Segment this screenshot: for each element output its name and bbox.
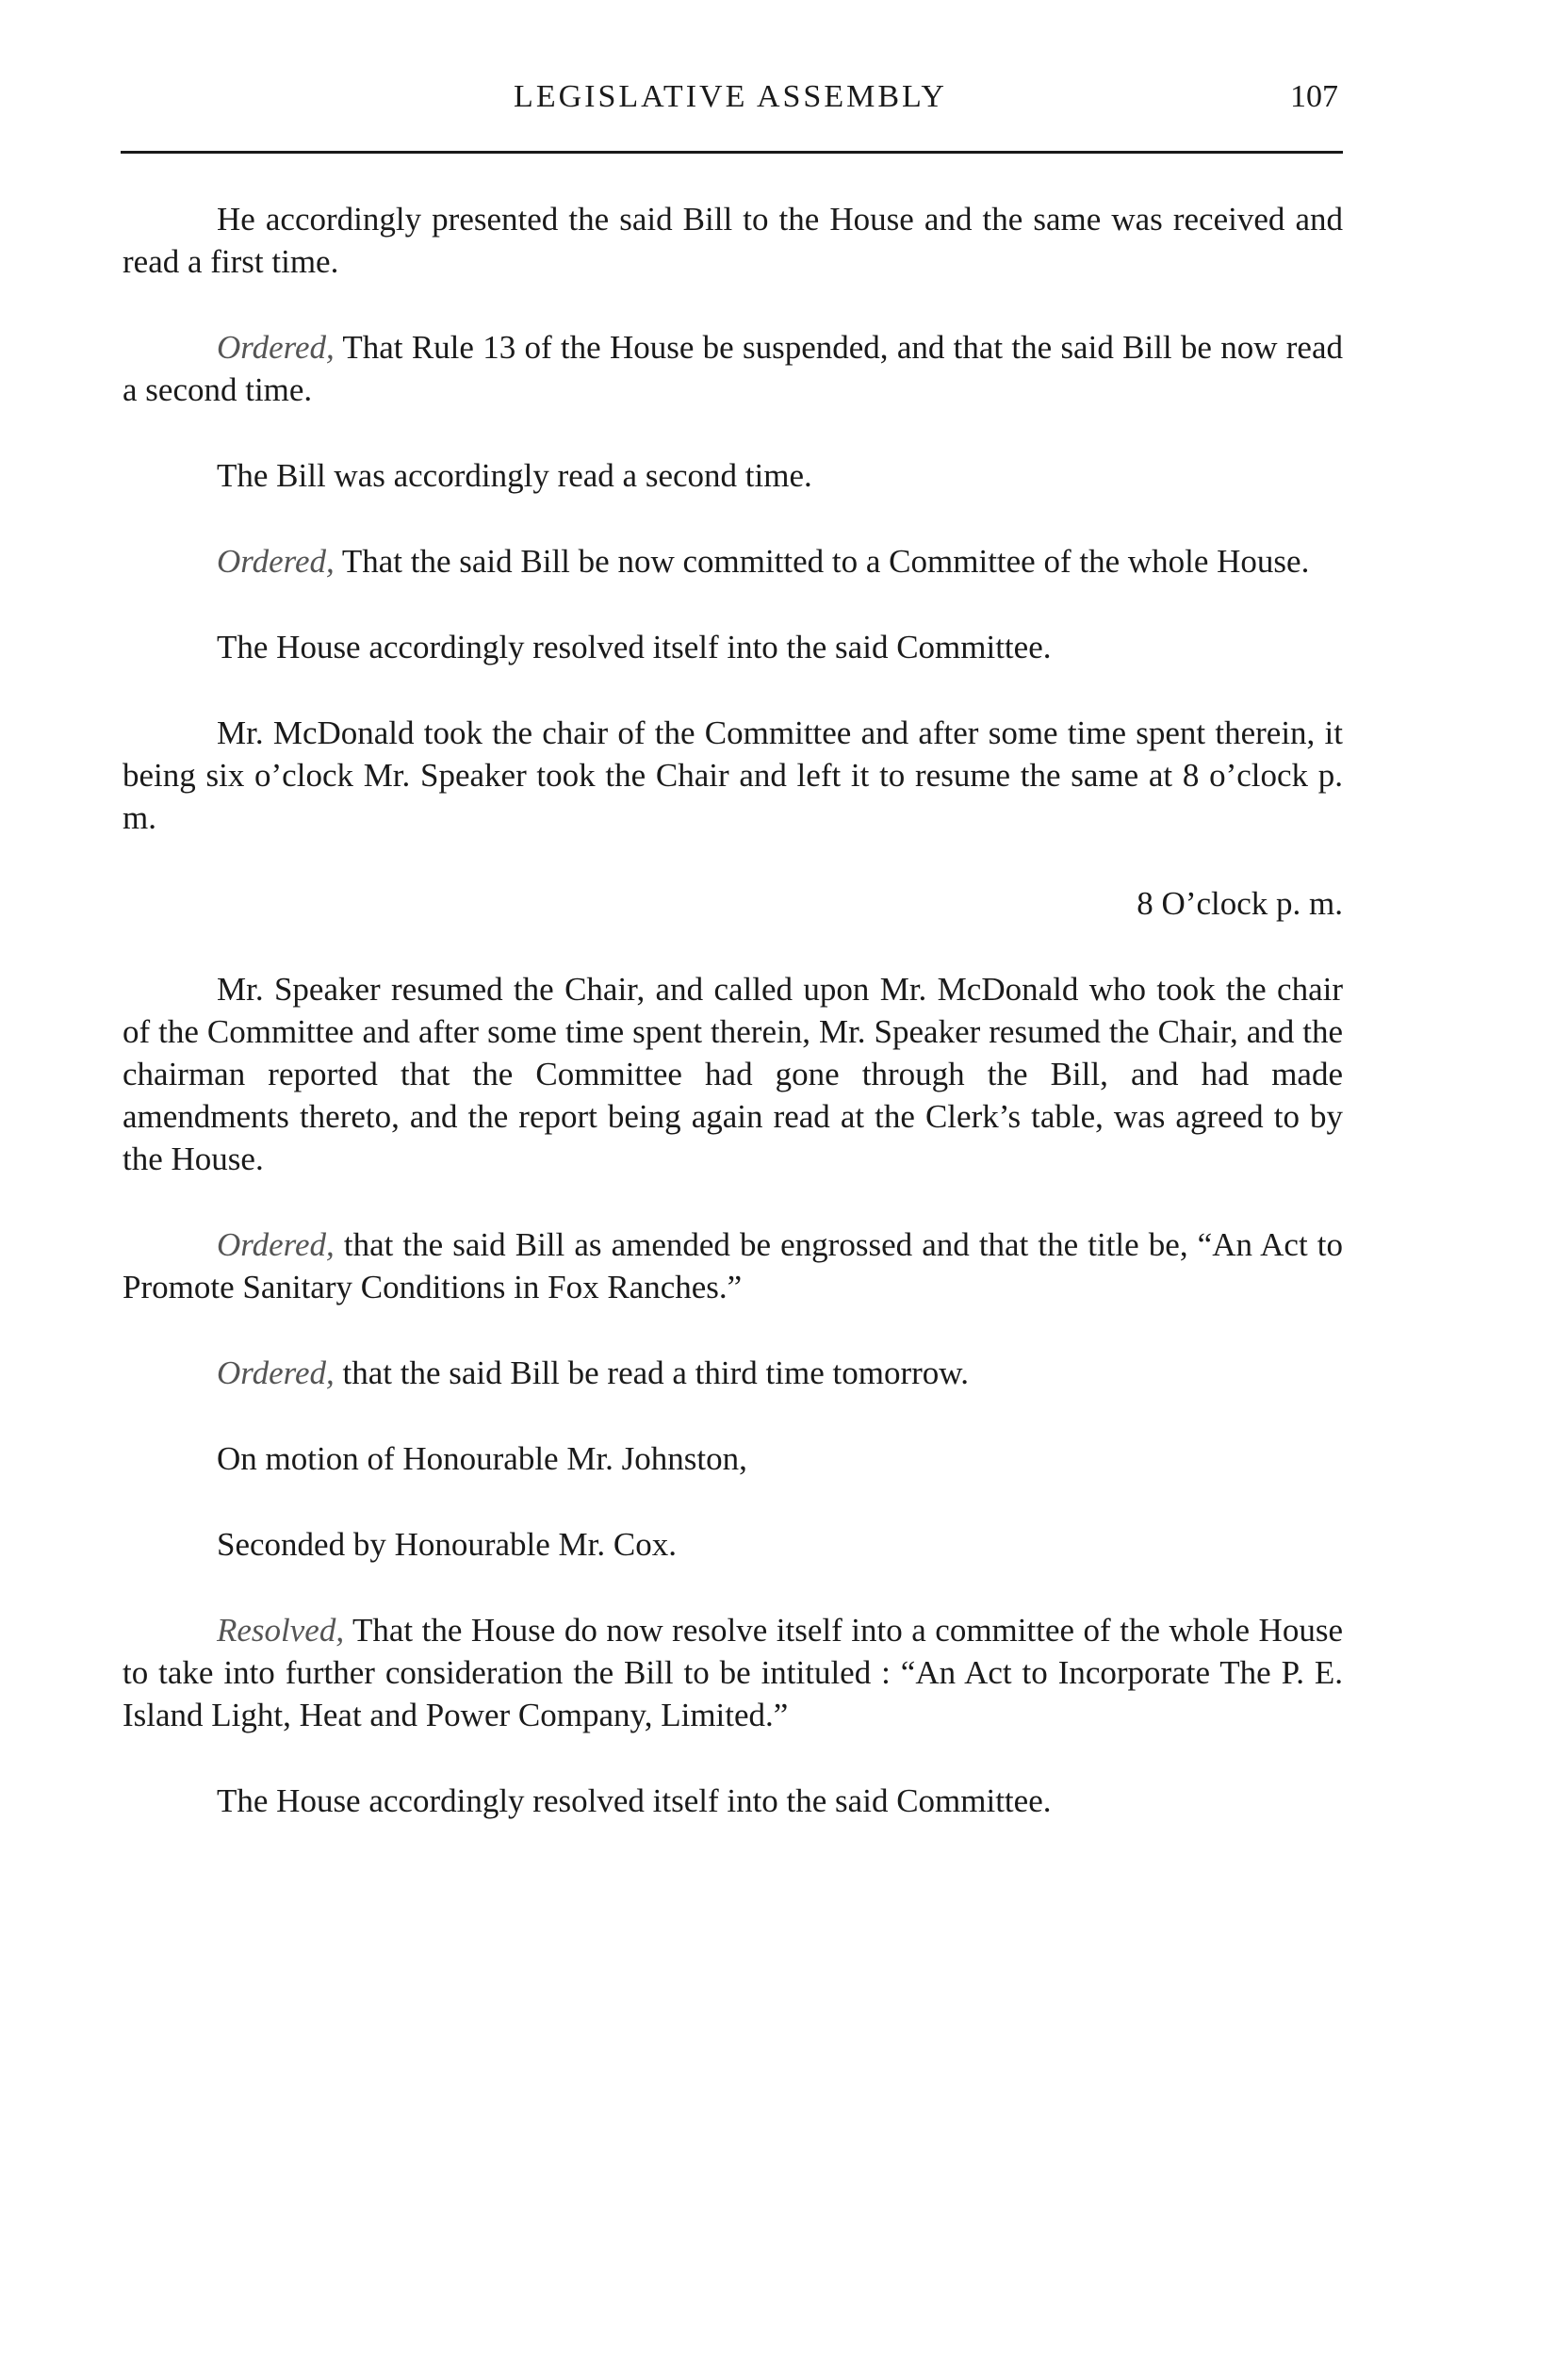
paragraph-text: That the House do now resolve itself into a committee of the whole House to take into further consideration the Bill to be intituled : “An Act to Incorporate The P. E. Island Light, Heat and Power Company, Limited.” <box>123 1612 1343 1733</box>
paragraph-text: that the said Bill as amended be engrossed and that the title be, “An Act to Promote Sanitary Conditions in Fox Ranches.” <box>123 1226 1343 1305</box>
paragraph-text: Seconded by Honourable Mr. Cox. <box>217 1526 677 1563</box>
paragraph-text: that the said Bill be read a third time tomorrow. <box>334 1354 970 1391</box>
paragraph-text: The House accordingly resolved itself into the said Committee. <box>217 629 1052 665</box>
paragraph <box>123 1609 1343 1736</box>
paragraph <box>123 626 1343 668</box>
paragraph-text: On motion of Honourable Mr. Johnston, <box>217 1440 747 1477</box>
paragraph-text: Mr. Speaker resumed the Chair, and called upon Mr. McDonald who took the chair of the Committee and after some time spent therein, Mr. Speaker resumed the Chair, and the chairman reported that the Committee had gone through the Bill, and had made amendments thereto, and the report being again read at the Clerk’s table, was agreed to by the House. <box>123 971 1343 1177</box>
time-stamp <box>123 882 1343 925</box>
paragraph <box>123 454 1343 497</box>
paragraph <box>123 968 1343 1180</box>
paragraph-text: That Rule 13 of the House be suspended, and that the said Bill be now read a second time. <box>123 329 1343 408</box>
paragraph-lead: Ordered, <box>217 1226 335 1263</box>
header-rule <box>121 151 1343 154</box>
running-head <box>123 79 1338 126</box>
paragraph <box>123 198 1343 283</box>
paragraph-lead: Ordered, <box>217 1354 335 1391</box>
paragraph-text: Mr. McDonald took the chair of the Committee and after some time spent therein, it being six o’clock Mr. Speaker took the Chair and left it to resume the same at 8 o’clock p. m. <box>123 714 1343 836</box>
paragraph-text: 8 O’clock p. m. <box>1137 885 1343 922</box>
paragraph <box>123 1780 1343 1822</box>
body-text <box>123 198 1343 1865</box>
paragraph-text: The Bill was accordingly read a second time. <box>217 457 812 494</box>
page-number: 107 <box>1290 79 1338 114</box>
paragraph <box>123 1223 1343 1308</box>
paragraph-lead: Resolved, <box>217 1612 345 1649</box>
paragraph-text: He accordingly presented the said Bill to the House and the same was received and read a first time. <box>123 201 1343 280</box>
paragraph <box>123 712 1343 839</box>
paragraph <box>123 1437 1343 1480</box>
paragraph-text: The House accordingly resolved itself into the said Committee. <box>217 1782 1052 1819</box>
running-title: LEGISLATIVE ASSEMBLY <box>514 79 947 114</box>
paragraph <box>123 326 1343 411</box>
paragraph <box>123 1352 1343 1394</box>
paragraph <box>123 1523 1343 1566</box>
paragraph <box>123 540 1343 583</box>
paragraph-lead: Ordered, <box>217 329 335 366</box>
paragraph-lead: Ordered, <box>217 543 335 580</box>
paragraph-text: That the said Bill be now committed to a Committee of the whole House. <box>334 543 1310 580</box>
